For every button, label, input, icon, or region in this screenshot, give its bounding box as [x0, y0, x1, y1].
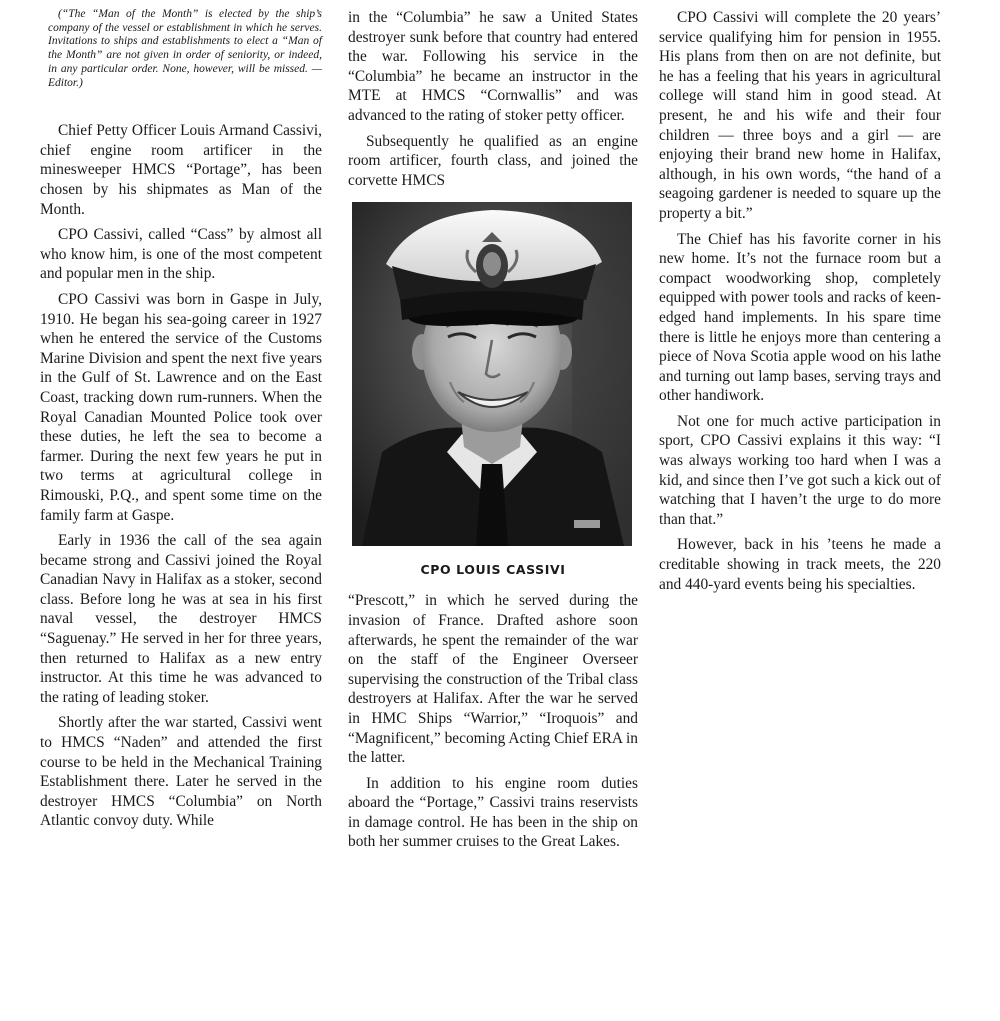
portrait-photo	[352, 202, 632, 546]
paragraph: The Chief has his favorite corner in his new home. It’s not the furnace room but a compact woodworking shop, completely equipped with power tools and racks of keen-edged hand implements. In his spare time there is little he enjoys more than centering a piece of Nova Scotia apple wood on his lathe and turning out lamp bases, serving trays and other handiwork.	[659, 230, 941, 405]
paragraph: In addition to his engine room duties aboard the “Portage,” Cassivi trains reservists in damage control. He has been in the ship on both her summer cruises to the Great Lakes.	[348, 774, 638, 851]
paragraph: Not one for much active participation in sport, CPO Cassivi explains it this way: “I was always working too hard when I was a kid, and since then I’ve got such a kick out of watching that I haven’t the urge to do more than that.”	[659, 412, 941, 528]
paragraph: However, back in his ’teens he made a creditable showing in track meets, the 220 and 440-yard events being his specialties.	[659, 536, 941, 593]
paragraph: CPO Cassivi was born in Gaspe in July, 1910. He began his sea-going career in 1927 when he entered the service of the Customs Marine Division and spent the next five years in the Gulf of St. Lawrence and on the East Coast, tracking down rum-runners. When the Royal Canadian Mounted Police took over these duties, he left the sea to become a farmer. During the next few years he put in two terms at agricultural college in Rimouski, P.Q., and spent some time on the family farm at Gaspe.	[40, 290, 322, 524]
sailor-portrait-illustration	[352, 202, 632, 546]
paragraph: Chief Petty Officer Louis Armand Cassivi, chief engine room artificer in the minesweeper HMCS “Portage”, has been chosen by his shipmates as Man of the Month.	[40, 122, 322, 218]
paragraph: in the “Columbia” he saw a United States destroyer sunk before that country had entered the war. Following his service in the “Columbia” he became an instructor in the MTE at HMCS “Cornwallis” and was advanced to the rating of stoker petty officer.	[348, 9, 638, 124]
paragraph: Shortly after the war started, Cassivi went to HMCS “Naden” and attended the first course to be held in the Mechanical Training Establishment there. Later he served in the destroyer HMCS “Columbia” on North Atlantic convoy duty. While	[40, 714, 322, 830]
paragraph: CPO Cassivi will complete the 20 years’ service qualifying him for pension in 1955. His plans from then on are not definite, but he has a feeling that his years in agricultural college will stand him in good stead. At present, he and his wife and their four children — three boys and a girl — are enjoying their brand new home in Halifax, although, in his own words, “the hand of a seagoing gardener is needed to square up the property a bit.”	[659, 9, 941, 222]
paragraph: Subsequently he qualified as an engine room artificer, fourth class, and joined the corvette HMCS	[348, 132, 638, 189]
column-left	[40, 8, 322, 837]
paragraph: CPO Cassivi, called “Cass” by almost all who know him, is one of the most competent and popular men in the ship.	[40, 226, 322, 283]
paragraph: “Prescott,” in which he served during the invasion of France. Drafted ashore soon afterwards, he spent the remainder of the war on the staff of the Engineer Overseer supervising the construction of the Tribal class destroyers at Halifax. After the war he served in HMC Ships “Warrior,” “Iroquois” and “Magnificent,” becoming Acting Chief ERA in the latter.	[348, 592, 638, 767]
paragraph: Early in 1936 the call of the sea again became strong and Cassivi joined the Royal Canadian Navy in Halifax as a stoker, second class. Before long he was at sea in his first naval vessel, the destroyer HMCS “Saguenay.” He served in her for three years, then returned to Halifax as a new entry instructor. At this time he was advanced to the rating of leading stoker.	[40, 532, 322, 706]
column-right	[659, 8, 941, 600]
photo-caption: CPO LOUIS CASSIVI	[420, 562, 566, 578]
column-middle	[348, 8, 638, 858]
editor-note: (“The “Man of the Month” is elected by the ship’s company of the vessel or establishment in which he serves. Invitations to ships and establishments to elect a “Man of the Month” are not given in order of seniority, or indeed, in any particular order. None, however, will be missed. — Editor.)	[48, 8, 322, 89]
